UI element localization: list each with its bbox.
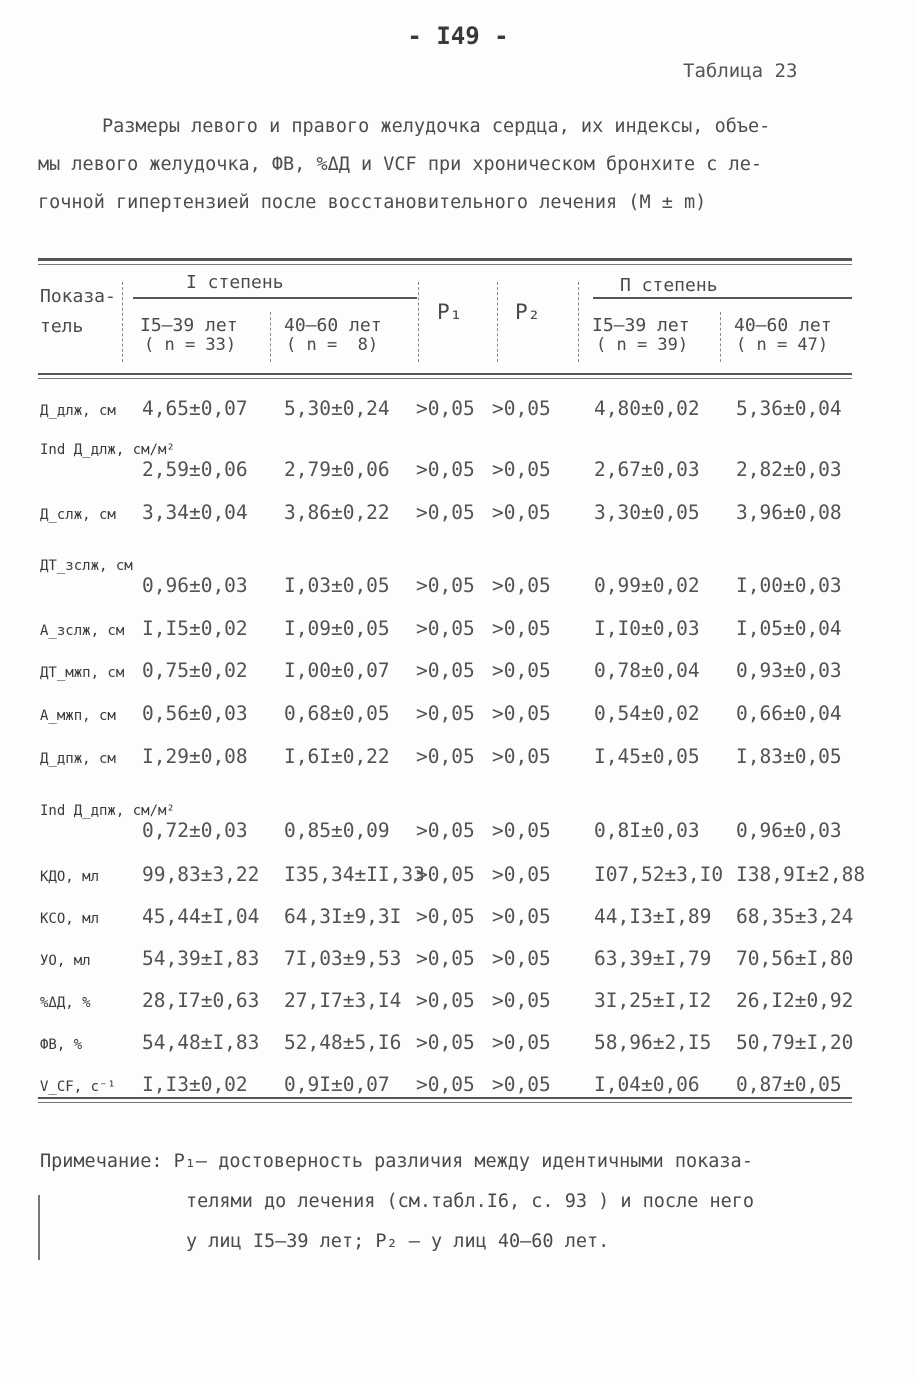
table-row [40,493,880,533]
row-indicator: А_зслж, см [40,623,125,639]
cell-g1-40-60: 27,I7±3,I4 [284,989,402,1012]
row-indicator: ДТ_зслж, см [40,558,133,574]
cell-g2-40-60: 26,I2±0,92 [736,989,854,1012]
cell-g1-40-60: 52,48±5,I6 [284,1031,402,1054]
cell-p2: >0,05 [492,989,551,1012]
cell-g1-15-39: 0,56±0,03 [142,702,248,725]
cell-g2-40-60: 2,82±0,03 [736,458,842,481]
table-row [40,737,880,777]
cell-g2-15-39: 58,96±2,I5 [594,1031,712,1054]
cell-g2-40-60: I38,9I±2,88 [736,863,866,886]
cell-p2: >0,05 [492,659,551,682]
cell-g2-15-39: I07,52±3,I0 [594,863,724,886]
cell-g2-40-60: 0,66±0,04 [736,702,842,725]
row-indicator: Д_дпж, см [40,751,116,767]
table-bottom-rule-thin [38,1102,852,1103]
cell-g1-15-39: 3,34±0,04 [142,501,248,524]
cell-g1-15-39: 4,65±0,07 [142,397,248,420]
group2-underline [593,297,852,299]
cell-g1-15-39: 45,44±I,04 [142,905,260,928]
cell-g1-15-39: 99,83±3,22 [142,863,260,886]
cell-p1: >0,05 [416,819,475,842]
cell-g1-40-60: 0,68±0,05 [284,702,390,725]
cell-g2-40-60: 70,56±I,80 [736,947,854,970]
cell-g2-40-60: 50,79±I,20 [736,1031,854,1054]
cell-g1-15-39: I,I5±0,02 [142,617,248,640]
cell-p1: >0,05 [416,745,475,768]
cell-g1-15-39: 28,I7±0,63 [142,989,260,1012]
header-g1-age2: 40–60 лет [284,315,382,336]
caption-line-2: мы левого желудочка, ФВ, %ΔД и VCF при хроническом бронхите с ле- [38,154,762,175]
cell-p1: >0,05 [416,501,475,524]
row-indicator: %ΔД, % [40,995,91,1011]
cell-p2: >0,05 [492,947,551,970]
cell-g1-40-60: 0,85±0,09 [284,819,390,842]
caption-line-3: гочной гипертензией после восстановительного лечения (М ± m) [38,192,707,213]
table-row [40,651,880,691]
cell-g2-40-60: 0,87±0,05 [736,1073,842,1096]
header-g2-age2: 40–60 лет [734,315,832,336]
cell-g2-15-39: I,04±0,06 [594,1073,700,1096]
table-top-rule-thin [38,264,852,265]
row-indicator: УО, мл [40,953,91,969]
header-indicator-line2: тель [40,316,84,337]
cell-g2-40-60: 68,35±3,24 [736,905,854,928]
cell-g2-40-60: 5,36±0,04 [736,397,842,420]
cell-p1: >0,05 [416,989,475,1012]
row-indicator: ДТ_мжп, см [40,665,125,681]
cell-g1-15-39: 54,39±I,83 [142,947,260,970]
cell-g2-40-60: 0,93±0,03 [736,659,842,682]
cell-g2-15-39: 0,99±0,02 [594,574,700,597]
page-number: - I49 - [407,22,509,50]
row-indicator: V_CF, с⁻¹ [40,1079,116,1095]
table-row [40,897,880,937]
cell-p1: >0,05 [416,1031,475,1054]
cell-g1-15-39: I,I3±0,02 [142,1073,248,1096]
cell-g1-15-39: 54,48±I,83 [142,1031,260,1054]
cell-g1-15-39: 0,72±0,03 [142,819,248,842]
header-group1: I степень [186,272,284,293]
cell-g1-40-60: I,03±0,05 [284,574,390,597]
caption-line-1: Размеры левого и правого желудочка сердца, их индексы, объе- [102,116,771,137]
table-row [40,939,880,979]
table-row [40,1065,880,1105]
cell-g1-40-60: 64,3I±9,3I [284,905,402,928]
header-g1-age1: I5–39 лет [140,315,238,336]
table-row [40,558,880,606]
cell-p2: >0,05 [492,397,551,420]
cell-g2-40-60: I,05±0,04 [736,617,842,640]
cell-g2-15-39: I,45±0,05 [594,745,700,768]
row-indicator: Ind Д_дпж, см/м² [40,803,175,819]
header-g2-age1: I5–39 лет [592,315,690,336]
cell-g2-40-60: I,83±0,05 [736,745,842,768]
cell-g1-40-60: 7I,03±9,53 [284,947,402,970]
row-indicator: Д_длж, см [40,403,116,419]
row-indicator: ФВ, % [40,1037,83,1053]
cell-g2-15-39: 4,80±0,02 [594,397,700,420]
table-row [40,694,880,734]
cell-g1-15-39: 0,75±0,02 [142,659,248,682]
cell-p1: >0,05 [416,617,475,640]
table-top-rule [38,258,852,261]
cell-p2: >0,05 [492,819,551,842]
header-indicator-line1: Показа- [40,286,116,307]
header-divider [418,282,419,362]
cell-g2-15-39: 2,67±0,03 [594,458,700,481]
header-divider [270,312,271,362]
note-line-3: у лиц I5–39 лет; P₂ – у лиц 40–60 лет. [186,1231,610,1252]
header-divider [720,312,721,362]
cell-p1: >0,05 [416,947,475,970]
header-p2: P₂ [515,300,541,324]
row-indicator: КДО, мл [40,869,100,885]
table-row [40,1023,880,1063]
row-indicator: Ind Д_длж, см/м² [40,442,175,458]
header-p1: P₁ [437,300,463,324]
cell-p1: >0,05 [416,659,475,682]
cell-g2-40-60: 0,96±0,03 [736,819,842,842]
cell-g1-40-60: I,00±0,07 [284,659,390,682]
table-row [40,609,880,649]
table-row [40,981,880,1021]
cell-p1: >0,05 [416,702,475,725]
cell-g2-15-39: 0,8I±0,03 [594,819,700,842]
row-indicator: А_мжп, см [40,708,116,724]
cell-p1: >0,05 [416,863,475,886]
header-g1-n2: ( n = 8) [286,335,379,355]
table-label: Таблица 23 [683,60,798,82]
cell-p1: >0,05 [416,574,475,597]
table-row [40,855,880,895]
header-g1-n1: ( n = 33) [144,335,237,355]
cell-g1-15-39: I,29±0,08 [142,745,248,768]
cell-g2-15-39: 3I,25±I,I2 [594,989,712,1012]
cell-p1: >0,05 [416,458,475,481]
cell-p2: >0,05 [492,1073,551,1096]
group1-underline [133,297,417,299]
header-group2: П степень [620,275,718,296]
header-bottom-rule [38,373,852,375]
cell-g1-40-60: 0,9I±0,07 [284,1073,390,1096]
header-bottom-rule-thin [38,378,852,379]
table-row [40,442,880,490]
cell-p2: >0,05 [492,745,551,768]
cell-g1-40-60: I,09±0,05 [284,617,390,640]
table-bottom-rule [38,1097,852,1099]
cell-g1-40-60: I,6I±0,22 [284,745,390,768]
row-indicator: Д_слж, см [40,507,116,523]
row-indicator: КСО, мл [40,911,100,927]
cell-g2-15-39: 63,39±I,79 [594,947,712,970]
cell-g1-15-39: 2,59±0,06 [142,458,248,481]
cell-p2: >0,05 [492,863,551,886]
cell-g2-15-39: I,I0±0,03 [594,617,700,640]
cell-p2: >0,05 [492,501,551,524]
header-divider [497,282,498,362]
cell-g2-15-39: 0,78±0,04 [594,659,700,682]
cell-p1: >0,05 [416,905,475,928]
header-g2-n2: ( n = 47) [736,335,829,355]
table-row [40,389,880,429]
table-caption [38,108,868,222]
cell-g2-40-60: I,00±0,03 [736,574,842,597]
note-line-1: Примечание: P₁– достоверность различия между идентичными показа- [40,1151,753,1172]
cell-p2: >0,05 [492,1031,551,1054]
cell-g1-15-39: 0,96±0,03 [142,574,248,597]
cell-p2: >0,05 [492,702,551,725]
cell-g2-15-39: 44,I3±I,89 [594,905,712,928]
cell-g1-40-60: 3,86±0,22 [284,501,390,524]
cell-g1-40-60: 2,79±0,06 [284,458,390,481]
cell-g2-15-39: 3,30±0,05 [594,501,700,524]
header-divider [122,282,123,362]
cell-p2: >0,05 [492,574,551,597]
cell-g2-40-60: 3,96±0,08 [736,501,842,524]
cell-g1-40-60: I35,34±II,33 [284,863,425,886]
note-line-2: телями до лечения (см.табл.I6, с. 93 ) и после него [186,1191,755,1212]
header-g2-n1: ( n = 39) [596,335,689,355]
table-note [40,1142,870,1262]
cell-p2: >0,05 [492,617,551,640]
cell-p1: >0,05 [416,1073,475,1096]
header-divider [578,282,579,362]
cell-p1: >0,05 [416,397,475,420]
cell-g2-15-39: 0,54±0,02 [594,702,700,725]
table-row [40,803,880,851]
cell-g1-40-60: 5,30±0,24 [284,397,390,420]
cell-p2: >0,05 [492,905,551,928]
cell-p2: >0,05 [492,458,551,481]
